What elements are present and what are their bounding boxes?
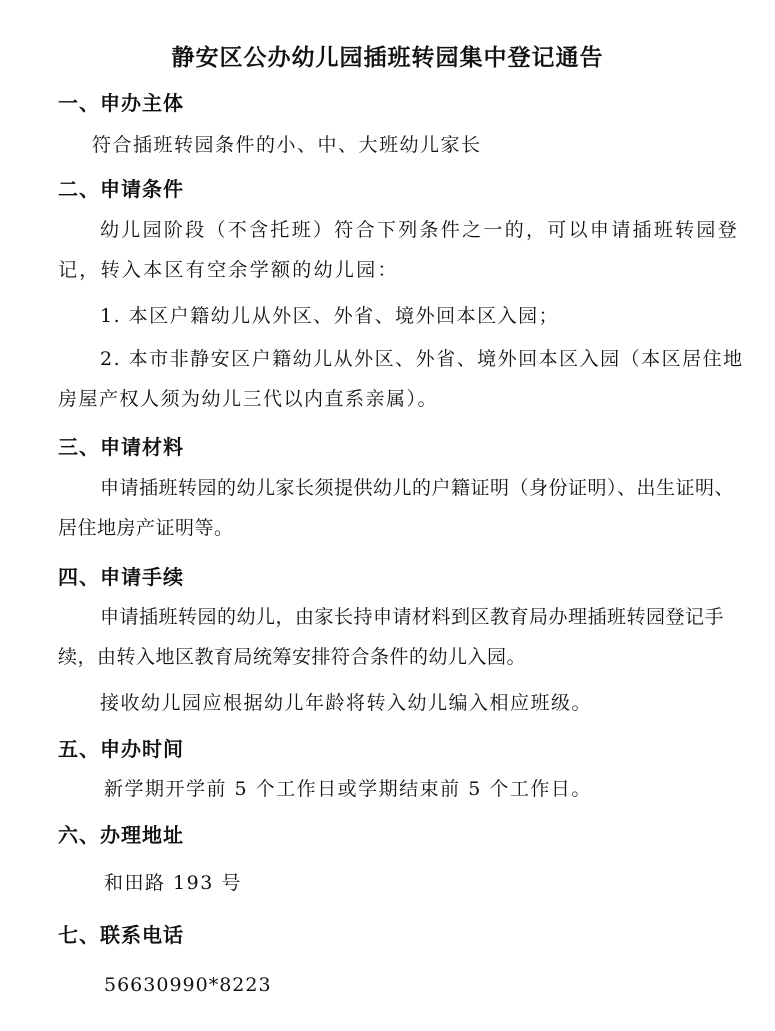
condition-item-1: 1. 本区户籍幼儿从外区、外省、境外回本区入园； — [100, 305, 560, 327]
phone-number: 56630990*8223 — [104, 974, 272, 996]
condition-item-2: 2. 本市非静安区户籍幼儿从外区、外省、境外回本区入园（本区居住地房屋产权人须为幼儿三代以内直系亲属）。 — [58, 348, 744, 410]
section-heading-phone: 七、联系电话 — [58, 923, 184, 947]
conditions-intro: 幼儿园阶段（不含托班）符合下列条件之一的，可以申请插班转园登记，转入本区有空余学额的幼儿园： — [58, 219, 740, 281]
address-body: 和田路 193 号 — [104, 872, 242, 894]
time-body: 新学期开学前 5 个工作日或学期结束前 5 个工作日。 — [104, 778, 592, 800]
section-heading-conditions: 二、申请条件 — [58, 177, 184, 201]
section-body-applicant: 符合插班转园条件的小、中、大班幼儿家长 — [92, 134, 482, 156]
section-heading-materials: 三、申请材料 — [58, 435, 184, 459]
section-heading-address: 六、办理地址 — [58, 823, 184, 847]
section-heading-applicant: 一、申办主体 — [58, 91, 184, 115]
materials-body: 申请插班转园的幼儿家长须提供幼儿的户籍证明（身份证明）、出生证明、居住地房产证明等。 — [58, 477, 735, 539]
document-title: 静安区公办幼儿园插班转园集中登记通告 — [171, 45, 604, 71]
section-heading-time: 五、申办时间 — [58, 737, 184, 761]
procedure-body-1: 申请插班转园的幼儿，由家长持申请材料到区教育局办理插班转园登记手续，由转入地区教育局统筹安排符合条件的幼儿入园。 — [58, 606, 725, 668]
section-heading-procedure: 四、申请手续 — [58, 565, 184, 589]
procedure-body-2: 接收幼儿园应根据幼儿年龄将转入幼儿编入相应班级。 — [100, 692, 593, 714]
